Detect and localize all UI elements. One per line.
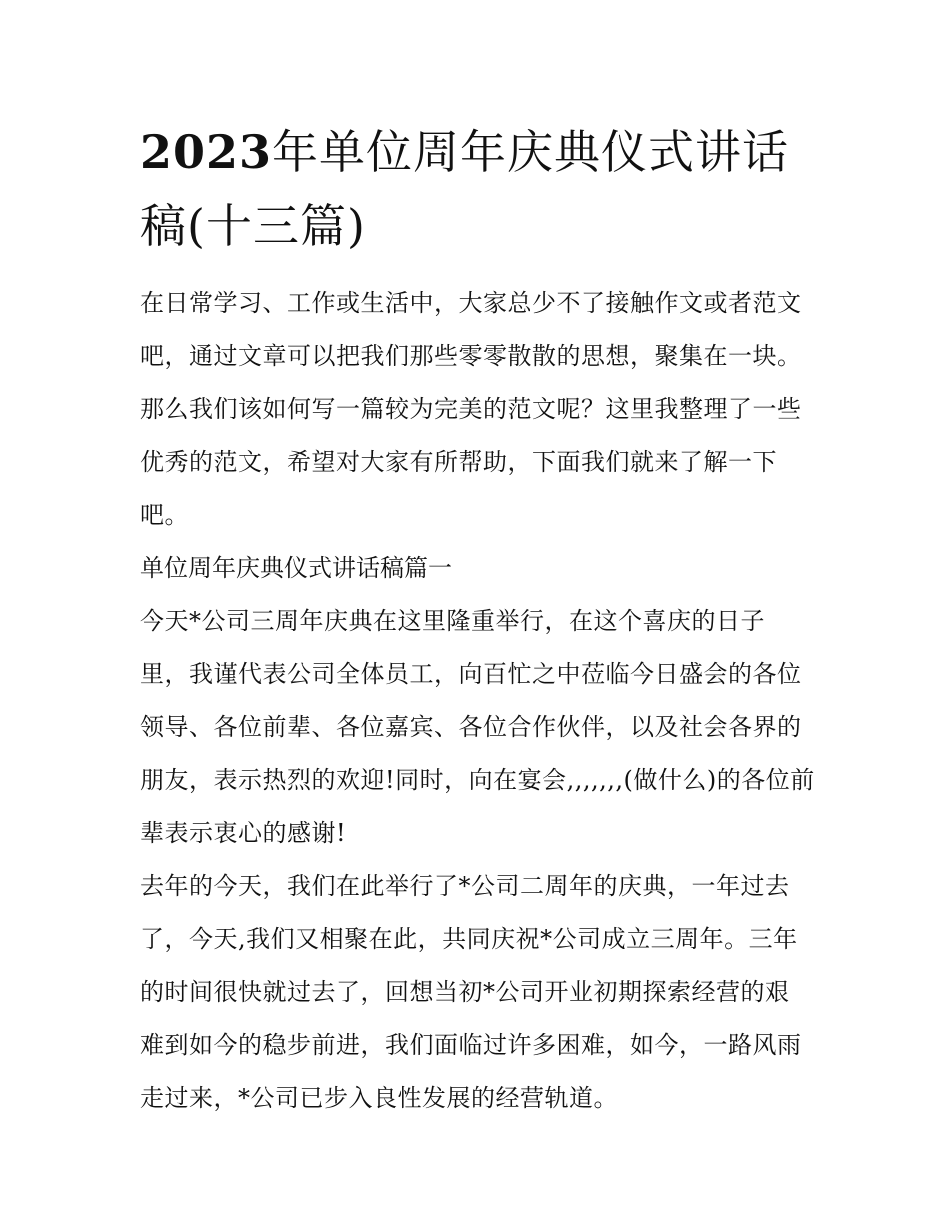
title-line-1 — [140, 115, 820, 189]
intro-line: 吧。 — [140, 501, 189, 529]
intro-line: 在日常学习、工作或生活中，大家总少不了接触作文或者范文 — [140, 289, 802, 317]
document-page — [140, 115, 820, 1125]
intro-paragraph — [140, 277, 820, 542]
body-paragraph-1 — [140, 595, 820, 860]
title-line-1-text: 年单位周年庆典仪式讲话 — [272, 125, 790, 179]
title-year: 2023 — [140, 125, 273, 179]
intro-line: 优秀的范文，希望对大家有所帮助，下面我们就来了解一下 — [140, 448, 777, 476]
paragraph-line: 去年的今天，我们在此举行了*公司二周年的庆典，一年过去 — [140, 872, 790, 900]
paragraph-line: 领导、各位前辈、各位嘉宾、各位合作伙伴，以及社会各界的 — [140, 713, 802, 741]
paragraph-line: 的时间很快就过去了，回想当初*公司开业初期探索经营的艰 — [140, 978, 790, 1006]
paragraph-line: 辈表示衷心的感谢! — [140, 819, 347, 847]
paragraph-line: 里，我谨代表公司全体员工，向百忙之中莅临今日盛会的各位 — [140, 660, 802, 688]
paragraph-line: 今天*公司三周年庆典在这里隆重举行，在这个喜庆的日子 — [140, 607, 765, 635]
intro-line: 那么我们该如何写一篇较为完美的范文呢？这里我整理了一些 — [140, 395, 802, 423]
paragraph-line: 了，今天,我们又相聚在此，共同庆祝*公司成立三周年。三年 — [140, 925, 798, 953]
paragraph-line: 走过来，*公司已步入良性发展的经营轨道。 — [140, 1084, 618, 1112]
document-title — [140, 115, 820, 263]
section-heading-text: 单位周年庆典仪式讲话稿篇一 — [140, 554, 452, 582]
section-heading — [140, 542, 820, 595]
paragraph-line: 朋友，表示热烈的欢迎!同时，向在宴会,,,,,,,(做什么)的各位前 — [140, 766, 815, 794]
intro-line: 吧，通过文章可以把我们那些零零散散的思想，聚集在一块。 — [140, 342, 802, 370]
body-paragraph-2 — [140, 860, 820, 1125]
paragraph-line: 难到如今的稳步前进，我们面临过许多困难，如今，一路风雨 — [140, 1031, 802, 1059]
title-line-2: 稿(十三篇) — [140, 199, 366, 253]
